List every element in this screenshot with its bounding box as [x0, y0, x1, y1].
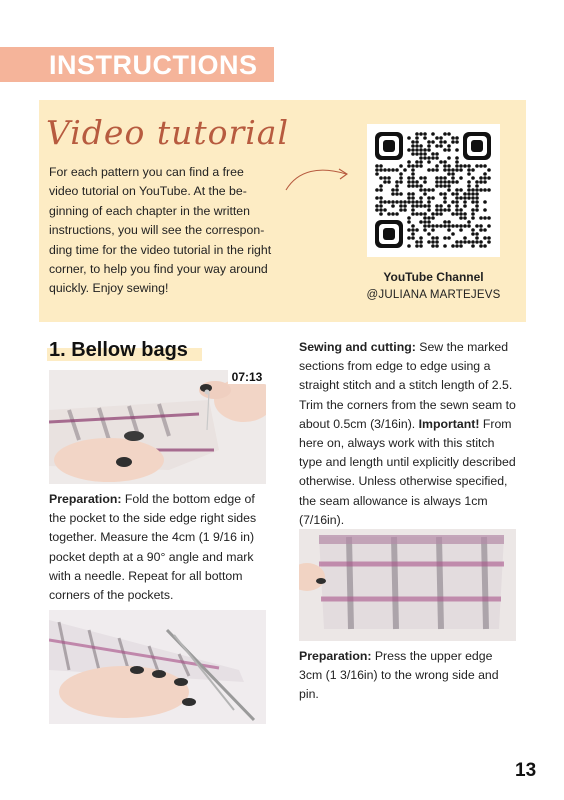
page-number: 13 — [515, 760, 537, 781]
video-intro-text: For each pattern you can find a free video tutorial on YouTube. At the beginning of each chapter in the written instructions, you will see the corresponding time for the video tutorial in the right corner, to help you find your way around quickly. Enjoy sewing! — [49, 165, 272, 296]
photo-cutting-corner — [49, 610, 266, 724]
youtube-channel-label: YouTube Channel — [383, 270, 484, 284]
qr-code-icon[interactable] — [367, 124, 500, 257]
step-sewing-cutting: Sewing and cutting: Sew the marked sections from edge to edge using a straight stitch and a stitch length of 2.5. Trim the corners from the sewn seam to about 0.5cm (3/16in). Important! From here on, always work with this stitch type and length until explicitly described otherwise. Unless otherwise specified, the seam allowance is always 1cm (7/16in). — [299, 340, 516, 527]
page-header: INSTRUCTIONS — [49, 50, 258, 80]
video-tutorial-title: Video tutorial — [46, 113, 290, 152]
arrow-icon — [284, 160, 354, 196]
photo-folding-fabric — [49, 370, 266, 484]
step-preparation-fold: Preparation: Fold the bottom edge of the pocket to the side edge right sides together. Measure the 4cm (1 9/16 in) pocket depth at a 90° angle and mark with a needle. Repeat for all bottom corners of the pockets. — [49, 492, 257, 603]
step-preparation-press: Preparation: Press the upper edge 3cm (1 3/16in) to the wrong side and pin. — [299, 649, 499, 702]
photo-bag-edge — [299, 529, 516, 641]
video-timestamp: 07:13 — [228, 370, 266, 384]
youtube-channel-handle: @JULIANA MARTEJEVS — [366, 289, 501, 301]
section-title: 1. Bellow bags — [49, 339, 188, 361]
